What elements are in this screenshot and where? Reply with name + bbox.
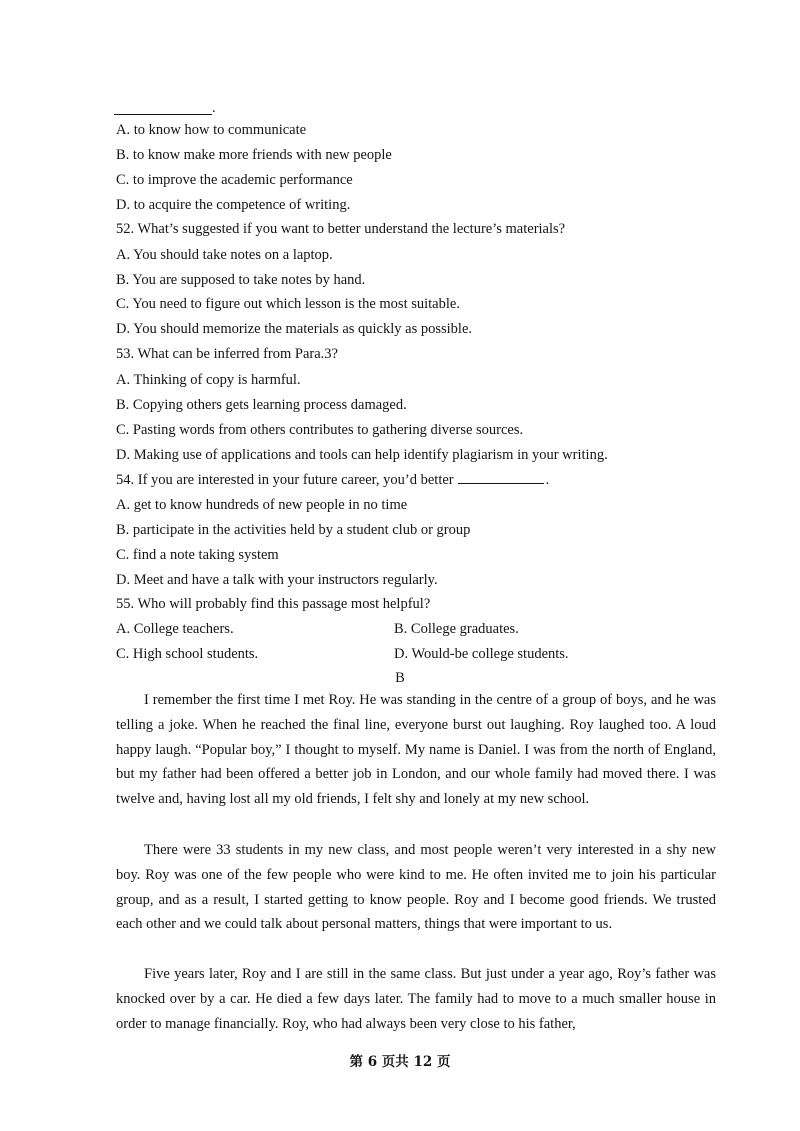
page-number-footer: 第 6 页共 12 页 [349, 1054, 451, 1070]
option-55-c: C. High school students. [116, 646, 259, 662]
question-54-text: 54. If you are interested in your future career, you’d better [116, 472, 454, 488]
option-54-c: C. find a note taking system [116, 547, 279, 563]
question-54 [116, 470, 549, 490]
blank-period: . [212, 100, 216, 116]
option-52-b: B. You are supposed to take notes by hand. [116, 272, 366, 288]
answer-blank-51 [114, 110, 212, 115]
option-55-b: B. College graduates. [394, 621, 519, 637]
passage-paragraph-3: Five years later, Roy and I are still in the same class. But just under a year ago, Roy’s father was knocked over by a car. He died a few days later. The family had to move to a much smaller house in order to manage financially. Roy, who had always been very close to his father, [116, 966, 716, 1032]
option-55-d: D. Would-be college students. [394, 646, 569, 662]
question-52: 52. What’s suggested if you want to better understand the lecture’s materials? [116, 221, 566, 237]
option-54-b: B. participate in the activities held by a student club or group [116, 522, 471, 538]
question-54-end: . [545, 472, 550, 488]
option-52-a: A. You should take notes on a laptop. [116, 247, 333, 263]
option-52-c: C. You need to figure out which lesson is the most suitable. [116, 296, 460, 312]
option-51-b: B. to know make more friends with new people [116, 147, 392, 163]
option-51-d: D. to acquire the competence of writing. [116, 197, 351, 213]
option-54-d: D. Meet and have a talk with your instructors regularly. [116, 572, 438, 588]
question-53: 53. What can be inferred from Para.3? [116, 346, 338, 362]
option-53-a: A. Thinking of copy is harmful. [116, 372, 301, 388]
section-b-heading: B [395, 670, 405, 686]
option-53-c: C. Pasting words from others contributes to gathering diverse sources. [116, 422, 524, 438]
passage-paragraph-2: There were 33 students in my new class, and most people weren’t very interested in a shy new boy. Roy was one of the few people who were kind to me. He often invited me to join his particular group, and as a result, I started getting to know people. Roy and I become good friends. We trusted each other and we could talk about personal matters, things that were important to us. [116, 842, 716, 933]
option-51-c: C. to improve the academic performance [116, 172, 353, 188]
option-52-d: D. You should memorize the materials as quickly as possible. [116, 321, 473, 337]
option-55-a: A. College teachers. [116, 621, 234, 637]
passage-paragraph-1: I remember the first time I met Roy. He was standing in the centre of a group of boys, and he was telling a joke. When he reached the final line, everyone burst out laughing. Roy laughed too. A loud happy laugh. “Popular boy,” I thought to myself. My name is Daniel. I was from the north of England, but my father had been offered a better job in London, and our whole family had moved there. I was twelve and, having lost all my old friends, I felt shy and lonely at my new school. [116, 692, 716, 808]
question-55: 55. Who will probably find this passage most helpful? [116, 596, 431, 612]
option-51-a: A. to know how to communicate [116, 122, 307, 138]
option-53-d: D. Making use of applications and tools can help identify plagiarism in your writing. [116, 447, 608, 463]
option-54-a: A. get to know hundreds of new people in no time [116, 497, 408, 513]
answer-blank-54 [458, 471, 544, 484]
option-53-b: B. Copying others gets learning process damaged. [116, 397, 407, 413]
